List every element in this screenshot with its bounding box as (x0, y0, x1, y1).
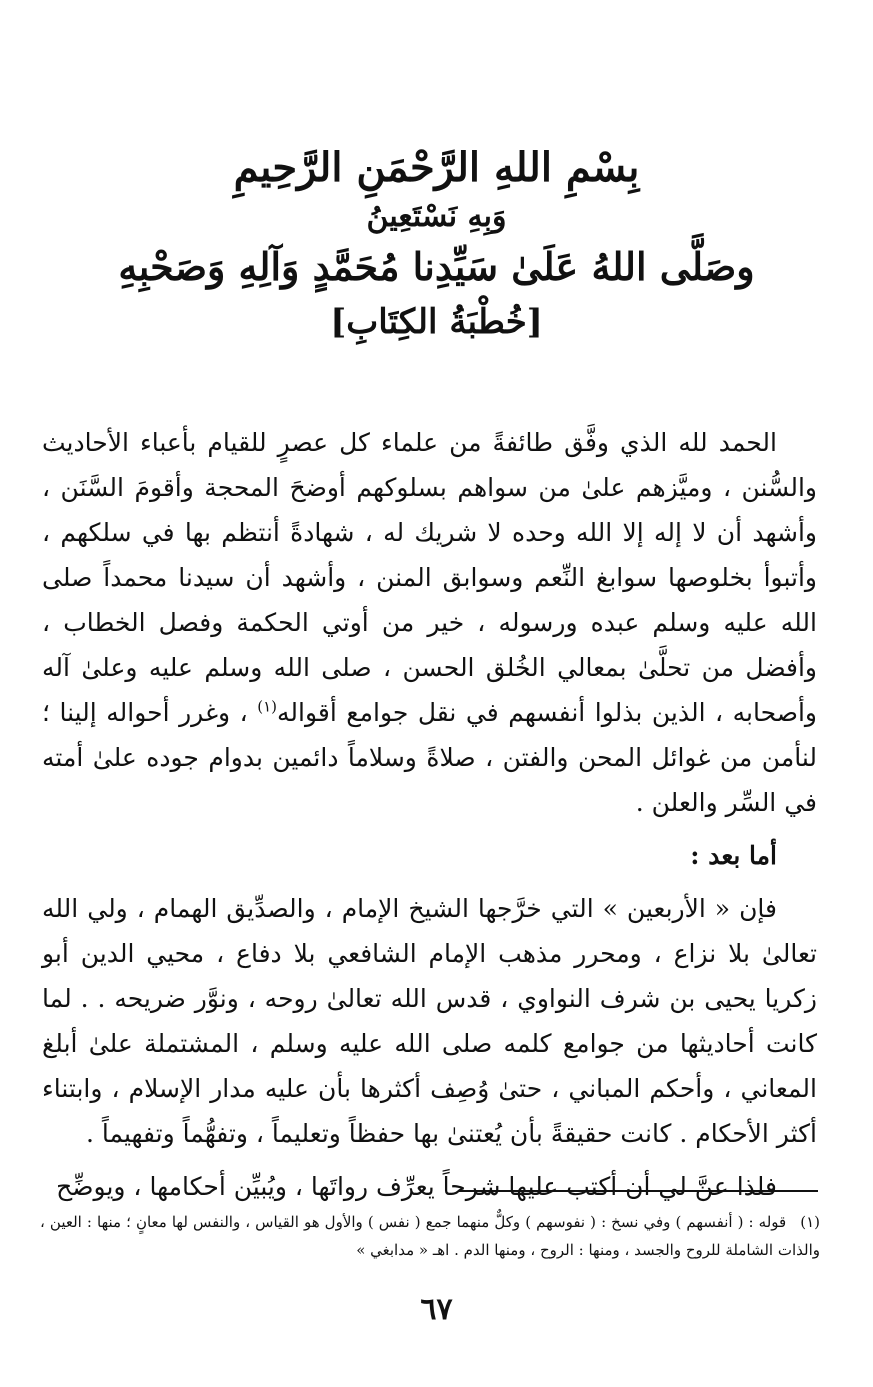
nastain-line: وَبِهِ نَسْتَعِينُ (366, 199, 507, 234)
salawat-line: وصَلَّى اللهُ عَلَىٰ سَيِّدِنا مُحَمَّدٍ وَآلِهِ وَصَحْبِهِ (118, 244, 755, 289)
paragraph-continuation: فلذا عنَّ لي أن أكتب عليها شرحاً يعرِّف رواتَها ، ويُبيِّن أحكامها ، ويوضِّح (56, 1172, 777, 1201)
paragraph-praise-text-2: ، وغرر أحواله إلينا ؛ لنأمن من غوائل المحن والفتن ، صلاةً وسلاماً دائمين بدوام جوده علىٰ أمته في السِّر والعلن . (42, 698, 817, 817)
paragraph-praise (42, 420, 817, 825)
footnote-text: قوله : ( أنفسهم ) وفي نسخ : ( نفوسهم ) وكلٌّ منهما جمع ( نفس ) والأول هو القياس ، والنفس لها معانٍ ؛ منها : العين ، والذات الشاملة للروح والجسد ، ومنها : الروح ، ومنها الدم . اهـ « مدابغي » (40, 1213, 820, 1259)
paragraph-praise-text-1: الحمد لله الذي وفَّق طائفةً من علماء كل عصرٍ للقيام بأعباء الأحاديث والسُّنن ، وميَّزهم علىٰ من سواهم بسلوكهم أوضحَ المحجة وأقومَ السَّنَن ، وأشهد أن لا إله إلا الله وحده لا شريك له ، شهادةً أنتظم بها في سلكهم ، وأتبوأ بخلوصها سوابغ النِّعم وسوابق المنن ، وأشهد أن سيدنا محمداً صلى الله عليه وسلم عبده ورسوله ، خير من أوتي الحكمة وفصل الخطاب ، وأفضل من تحلَّىٰ بمعالي الخُلق الحسن ، صلى الله وسلم عليه وعلىٰ آله وأصحابه ، الذين بذلوا أنفسهم في نقل جوامع أقواله (42, 428, 818, 727)
section-title: [خُطْبَةُ الكِتَابِ] (330, 302, 543, 342)
footnote-item (40, 1208, 820, 1264)
footnotes (40, 1208, 820, 1264)
paragraph-arbain: فإن « الأربعين » التي خرَّجها الشيخ الإمام ، والصدِّيق الهمام ، ولي الله تعالىٰ بلا نزاع ، ومحرر مذهب الإمام الشافعي بلا دفاع ، محيي الدين أبو زكريا يحيى بن شرف النواوي ، قدس الله تعالىٰ روحه ، ونوَّر ضريحه . . لما كانت أحاديثها من جوامع كلمه صلى الله عليه وسلم ، المشتملة علىٰ أبلغ المعاني ، وأحكم المباني ، حتىٰ وُصِف أكثرها بأن عليه مدار الإسلام ، وابتناء أكثر الأحكام . كانت حقيقةً بأن يُعتنىٰ بها حفظاً وتعليماً ، وتفهُّماً وتفهيماً . (42, 894, 817, 1148)
amma-bad-heading: أما بعد : (690, 841, 777, 870)
main-text (42, 420, 817, 1217)
page-header (0, 140, 873, 348)
page-number: ٦٧ (420, 1292, 453, 1327)
footnote-reference: (١) (257, 697, 277, 716)
basmala: بِسْمِ اللهِ الرَّحْمَنِ الرَّحِيمِ (233, 144, 640, 191)
footnote-number: (١) (800, 1213, 820, 1231)
footnote-separator (458, 1190, 818, 1192)
